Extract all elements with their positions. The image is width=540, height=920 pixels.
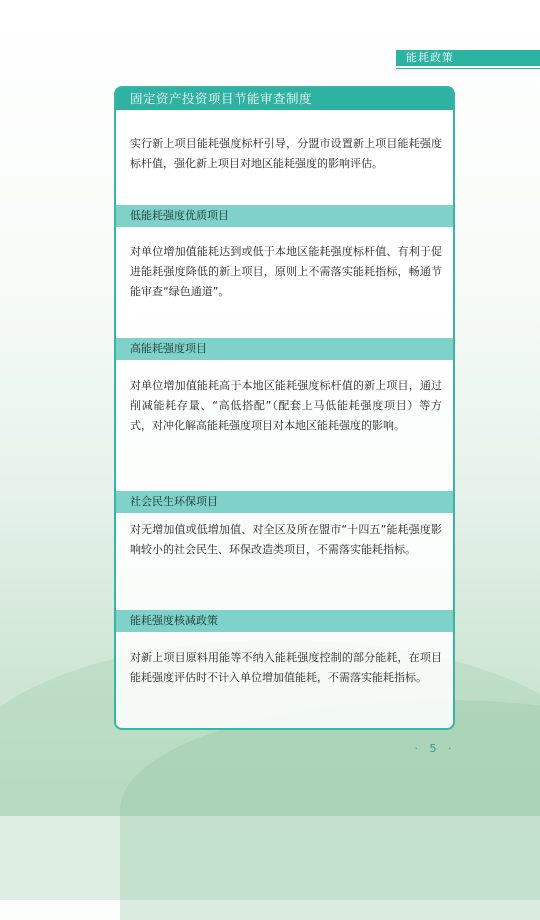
section-body-high-intensity: 对单位增加值能耗高于本地区能耗强度标杆值的新上项目，通过削减能耗存量、“高低搭配”（配套上马低能耗强度项目）等方式，对冲化解高能耗强度项目对本地区能耗强度的影响。 <box>130 379 442 432</box>
intro-paragraph: 实行新上项目能耗强度标杆引导，分盟市设置新上项目能耗强度标杆值，强化新上项目对地区能耗强度的影响评估。 <box>130 137 442 170</box>
page-number: · 5 · <box>414 742 456 755</box>
section-heading-low-intensity: 低能耗强度优质项目 <box>116 205 453 227</box>
policy-panel <box>114 86 455 730</box>
section-body-reduction-policy: 对新上项目原料用能等不纳入能耗强度控制的部分能耗，在项目能耗强度评估时不计入单位增加值能耗，不需落实能耗指标。 <box>130 651 442 684</box>
section-body-low-intensity: 对单位增加值能耗达到或低于本地区能耗强度标杆值、有利于促进能耗强度降低的新上项目，原则上不需落实能耗指标，畅通节能审查“绿色通道”。 <box>130 245 442 298</box>
section-heading-social-livelihood: 社会民生环保项目 <box>116 491 453 513</box>
section-tag-underline <box>396 68 540 69</box>
section-tag: 能耗政策 <box>396 50 540 66</box>
section-heading-reduction-policy: 能耗强度核减政策 <box>116 610 453 632</box>
panel-title: 固定资产投资项目节能审查制度 <box>116 88 453 110</box>
section-heading-high-intensity: 高能耗强度项目 <box>116 338 453 360</box>
section-body-social-livelihood: 对无增加值或低增加值、对全区及所在盟市“十四五”能耗强度影响较小的社会民生、环保改造类项目，不需落实能耗指标。 <box>130 523 442 556</box>
